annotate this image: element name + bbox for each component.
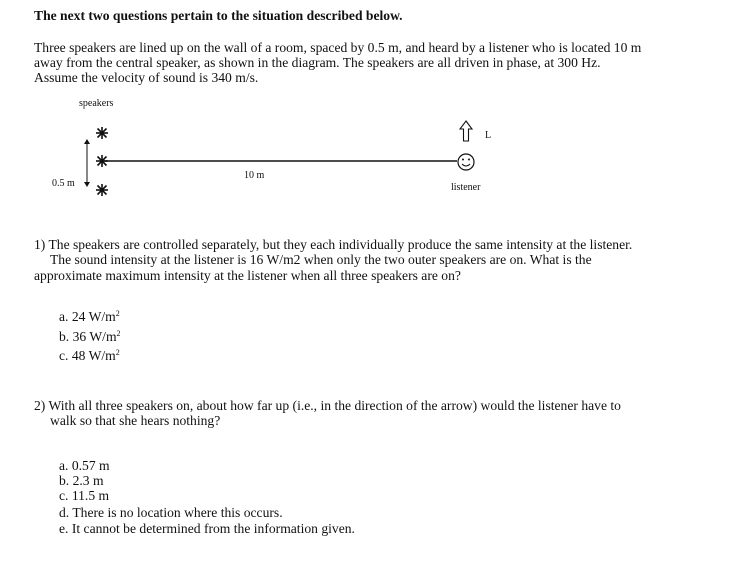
q1-line-3: approximate maximum intensity at the listener when all three speakers are on? xyxy=(34,268,461,283)
intro-line-2: away from the central speaker, as shown in the diagram. The speakers are all driven in phase, at 300 Hz. xyxy=(34,55,601,70)
q2-option-c[interactable]: c. 11.5 m xyxy=(59,488,110,503)
speakers-label: speakers xyxy=(79,98,114,109)
arrow-label: L xyxy=(485,130,492,141)
listener-label: listener xyxy=(451,182,481,193)
speaker-bottom-icon xyxy=(96,184,108,196)
spacing-label: 0.5 m xyxy=(52,178,75,189)
q1-option-a[interactable]: a. 24 $W/m^2$ xyxy=(59,309,120,324)
section-heading: The next two questions pertain to the situation described below. xyxy=(34,8,403,23)
q2-line-1: 2) With all three speakers on, about how far up (i.e., in the direction of the arrow) would the listener have to xyxy=(34,398,621,413)
q1-option-b[interactable]: b. 36 $W/m^2$ xyxy=(59,329,121,344)
walk-direction-arrow-icon xyxy=(460,121,472,141)
distance-label: 10 m xyxy=(244,170,265,181)
q2-option-a[interactable]: a. 0.57 m xyxy=(59,458,110,473)
q1-line-2: The sound intensity at the listener is 16 W/m2 when only the two outer speakers are on. What is the xyxy=(50,252,592,267)
q2-option-d[interactable]: d. There is no location where this occurs. xyxy=(59,505,283,520)
spacing-arrow-icon xyxy=(84,139,90,187)
intro-line-3: Assume the velocity of sound is 340 m/s. xyxy=(34,70,259,85)
listener-icon xyxy=(458,154,474,170)
q2-option-e[interactable]: e. It cannot be determined from the information given. xyxy=(59,521,355,536)
intro-line-1: Three speakers are lined up on the wall of a room, spaced by 0.5 m, and heard by a listener who is located 10 m xyxy=(34,40,642,55)
q2-line-2: walk so that she hears nothing? xyxy=(50,413,221,428)
q2-option-b[interactable]: b. 2.3 m xyxy=(59,473,104,488)
q1-option-c[interactable]: c. 48 $W/m^2$ xyxy=(59,348,120,363)
q1-line-1: 1) The speakers are controlled separately, but they each individually produce the same intensity at the listener. xyxy=(34,237,633,252)
speaker-top-icon xyxy=(96,127,108,139)
